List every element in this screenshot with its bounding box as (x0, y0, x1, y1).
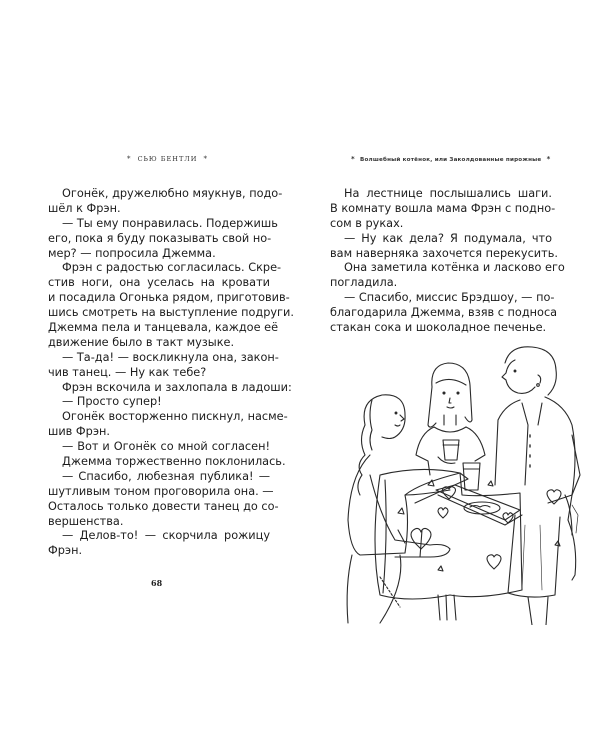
text-line: вершенства. (48, 514, 124, 528)
right-page (300, 0, 600, 750)
text-line: Джемма торжественно поклонилась. (62, 455, 286, 469)
text-line: шив Фрэн. (48, 425, 111, 439)
book-title: Волшебный котёнок, или Заколдованные пирожные (360, 157, 542, 163)
left-page-body-text (48, 187, 294, 559)
text-line: Осталось только довести танец до со- (48, 499, 279, 513)
text-line: мер? — попросила Джемма. (48, 246, 216, 260)
text-line: Фрэн. (48, 544, 83, 558)
text-line: — Просто супер! (62, 395, 162, 409)
text-line: Джемма пела и танцевала, каждое её (48, 321, 279, 335)
text-line: Фрэн с радостью согласилась. Скре- (62, 261, 282, 275)
star-ornament-icon: * (546, 155, 551, 163)
text-line: чив танец. — Ну как тебе? (48, 365, 207, 379)
text-line: и посадила Огонька рядом, приготовив- (48, 291, 290, 305)
text-line: вам наверняка захочется перекусить. (330, 246, 558, 260)
text-line: Огонёк, дружелюбно мяукнув, подо- (62, 187, 283, 200)
text-line: благодарила Джемма, взяв с подноса (330, 306, 558, 320)
text-line: движение было в такт музыке. (48, 335, 235, 349)
author-name: СЬЮ БЕНТЛИ (137, 155, 198, 163)
text-line: погладила. (330, 276, 398, 290)
text-line: сом в руках. (330, 216, 404, 230)
text-line: стакан сока и шоколадное печенье. (330, 321, 547, 335)
text-line: его, пока я буду показывать свой но- (48, 231, 272, 245)
text-line: стив ноги, она уселась на кровати (48, 276, 270, 290)
text-line: Огонёк восторженно пискнул, насме- (62, 410, 288, 424)
text-line: — Спасибо, миссис Брэдшоу, — по- (344, 291, 555, 305)
illustration-drawing-icon (310, 345, 600, 625)
text-line: шись смотреть на выступление подруги. (48, 306, 294, 320)
text-line: — Делов-то! — скорчила рожицу (62, 529, 270, 543)
page-number: 68 (151, 578, 163, 588)
text-line: — Ты ему понравилась. Подержишь (62, 216, 278, 230)
text-line: В комнату вошла мама Фрэн с подно- (330, 201, 556, 215)
running-header-title (348, 155, 553, 163)
text-line: Фрэн вскочила и захлопала в ладоши: (62, 380, 292, 394)
text-line: — Ну как дела? Я подумала, что (344, 231, 552, 245)
illustration-girls-and-mother (310, 345, 600, 625)
text-line: На лестнице послышались шаги. (344, 187, 552, 200)
text-line: Она заметила котёнка и ласково его (344, 261, 565, 275)
star-ornament-icon: * (203, 155, 208, 163)
text-line: шутливым тоном проговорила она. — (48, 484, 274, 498)
text-line: — Вот и Огонёк со мной согласен! (62, 440, 270, 454)
star-ornament-icon: * (127, 155, 132, 163)
text-line: — Спасибо, любезная публика! — (62, 469, 270, 483)
star-ornament-icon: * (351, 155, 355, 163)
right-page-body-text (330, 187, 565, 336)
running-header-author (124, 155, 211, 163)
text-line: — Та-да! — воскликнула она, закон- (62, 350, 279, 364)
text-line: шёл к Фрэн. (48, 201, 121, 215)
